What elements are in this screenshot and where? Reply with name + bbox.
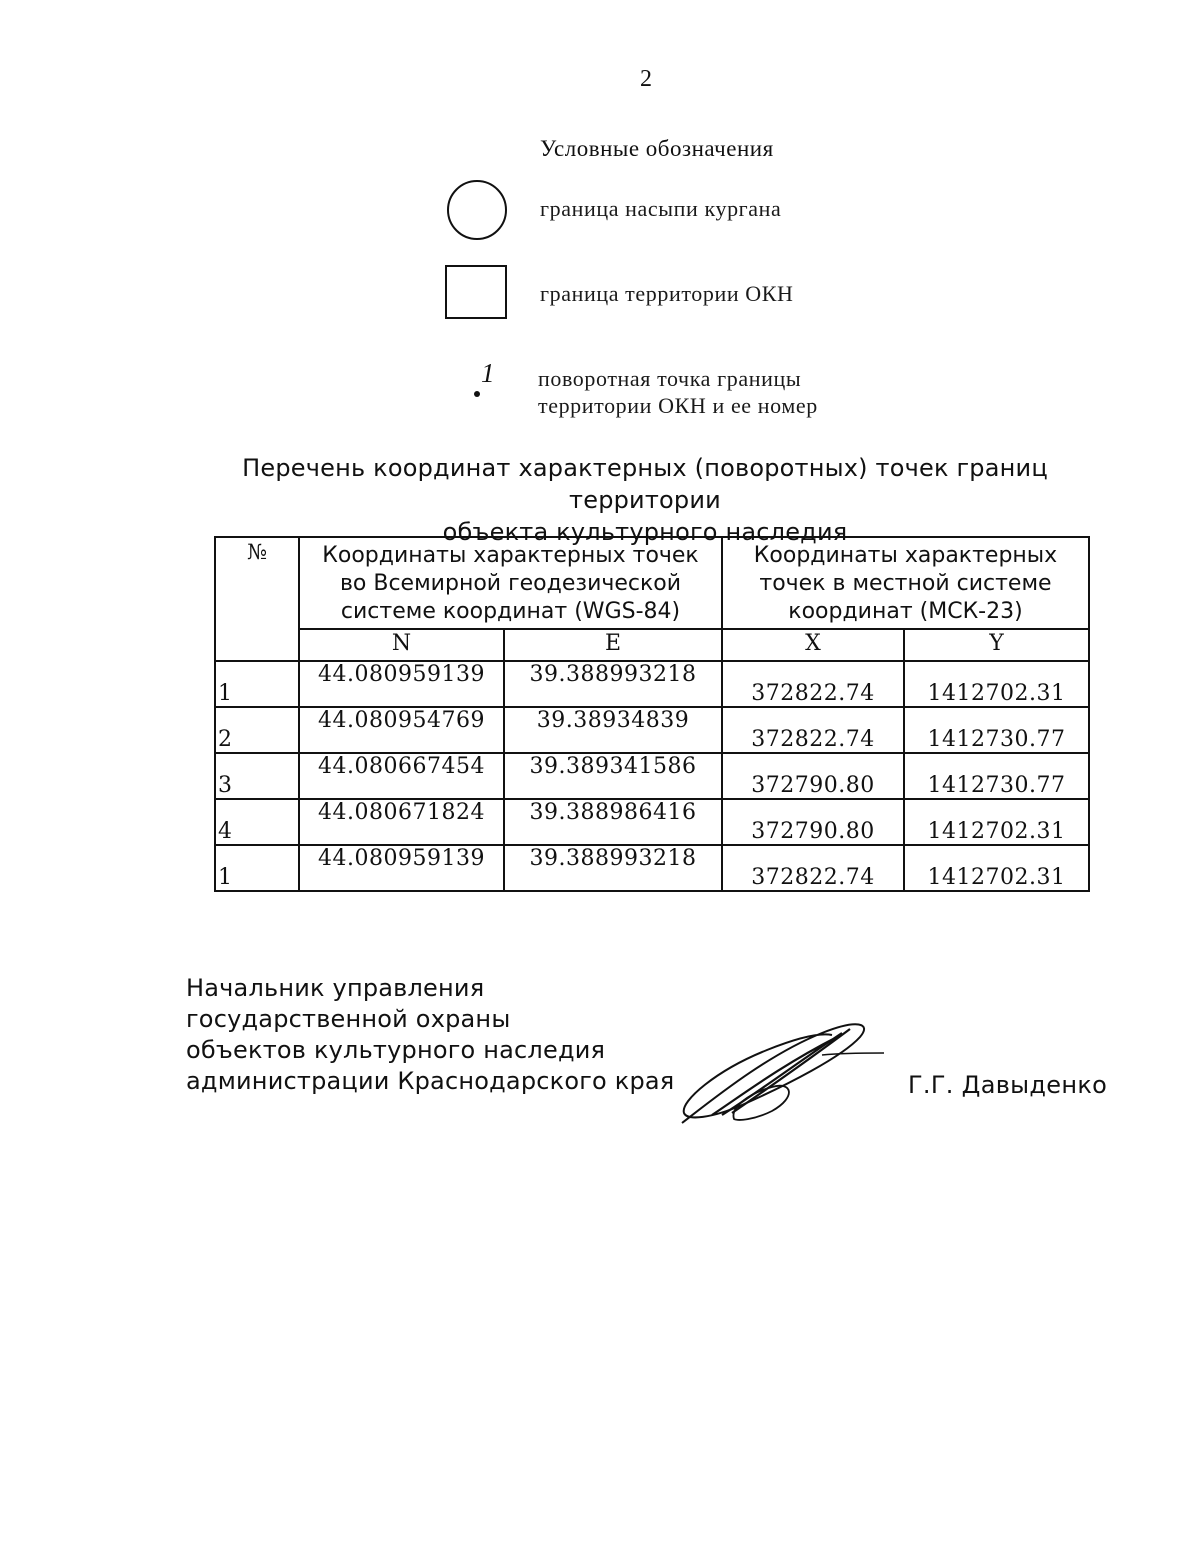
- header-wgs84: [299, 537, 722, 629]
- header-n: N: [299, 629, 504, 661]
- cell-y: 1412702.31: [904, 845, 1089, 891]
- legend-label-point-line2: территории ОКН и ее номер: [538, 393, 818, 418]
- cell-number: 4: [215, 799, 299, 845]
- header-msk23: [722, 537, 1089, 629]
- header-number: №: [215, 537, 299, 661]
- signatory-line4: администрации Краснодарского края: [186, 1067, 675, 1095]
- cell-n: 44.080959139: [299, 661, 504, 707]
- cell-n: 44.080959139: [299, 845, 504, 891]
- circle-icon: [447, 180, 507, 240]
- signature-image: [672, 1015, 892, 1130]
- point-icon: [474, 391, 480, 397]
- cell-e: 39.388993218: [504, 845, 722, 891]
- cell-number: 1: [215, 661, 299, 707]
- cell-x: 372790.80: [722, 799, 904, 845]
- cell-y: 1412730.77: [904, 753, 1089, 799]
- legend-label-point-line1: поворотная точка границы: [538, 366, 802, 391]
- signatory-name: Г.Г. Давыденко: [908, 1071, 1108, 1099]
- coordinates-list-title: [200, 452, 1090, 548]
- header-y: Y: [904, 629, 1089, 661]
- point-number: 1: [481, 358, 495, 388]
- signatory-line2: государственной охраны: [186, 1005, 511, 1033]
- table-row: [215, 661, 1089, 707]
- cell-number: 2: [215, 707, 299, 753]
- signatory-position: [186, 973, 674, 1097]
- header-e: E: [504, 629, 722, 661]
- cell-n: 44.080667454: [299, 753, 504, 799]
- coordinates-table: [214, 536, 1090, 892]
- header-x: X: [722, 629, 904, 661]
- table-row: [215, 799, 1089, 845]
- header-msk23-line3: координат (МСК-23): [788, 599, 1023, 624]
- legend-title: Условные обозначения: [540, 136, 774, 161]
- cell-x: 372790.80: [722, 753, 904, 799]
- table-row: [215, 707, 1089, 753]
- cell-number: 1: [215, 845, 299, 891]
- cell-y: 1412702.31: [904, 799, 1089, 845]
- table-row: [215, 753, 1089, 799]
- signatory-line3: объектов культурного наследия: [186, 1036, 606, 1064]
- signatory-line1: Начальник управления: [186, 974, 485, 1002]
- header-msk23-line2: точек в местной системе: [759, 571, 1052, 596]
- cell-x: 372822.74: [722, 707, 904, 753]
- cell-e: 39.389341586: [504, 753, 722, 799]
- square-icon: [445, 265, 507, 319]
- cell-n: 44.080954769: [299, 707, 504, 753]
- legend-label-territory: граница территории ОКН: [540, 281, 794, 306]
- cell-x: 372822.74: [722, 661, 904, 707]
- header-wgs84-line2: во Всемирной геодезической: [339, 571, 682, 596]
- cell-e: 39.388986416: [504, 799, 722, 845]
- cell-y: 1412702.31: [904, 661, 1089, 707]
- cell-number: 3: [215, 753, 299, 799]
- cell-e: 39.388993218: [504, 661, 722, 707]
- table-row: [215, 845, 1089, 891]
- cell-e: 39.38934839: [504, 707, 722, 753]
- cell-x: 372822.74: [722, 845, 904, 891]
- list-title-line1: Перечень координат характерных (поворотных) точек границ территории: [242, 454, 1048, 514]
- header-wgs84-line1: Координаты характерных точек: [322, 543, 699, 568]
- header-wgs84-line3: системе координат (WGS-84): [340, 599, 681, 624]
- cell-n: 44.080671824: [299, 799, 504, 845]
- list-title-line2: объекта культурного наследия: [442, 518, 848, 546]
- legend-label-mound: граница насыпи кургана: [540, 196, 782, 221]
- header-msk23-line1: Координаты характерных: [753, 543, 1058, 568]
- cell-y: 1412730.77: [904, 707, 1089, 753]
- page-number: 2: [640, 66, 652, 92]
